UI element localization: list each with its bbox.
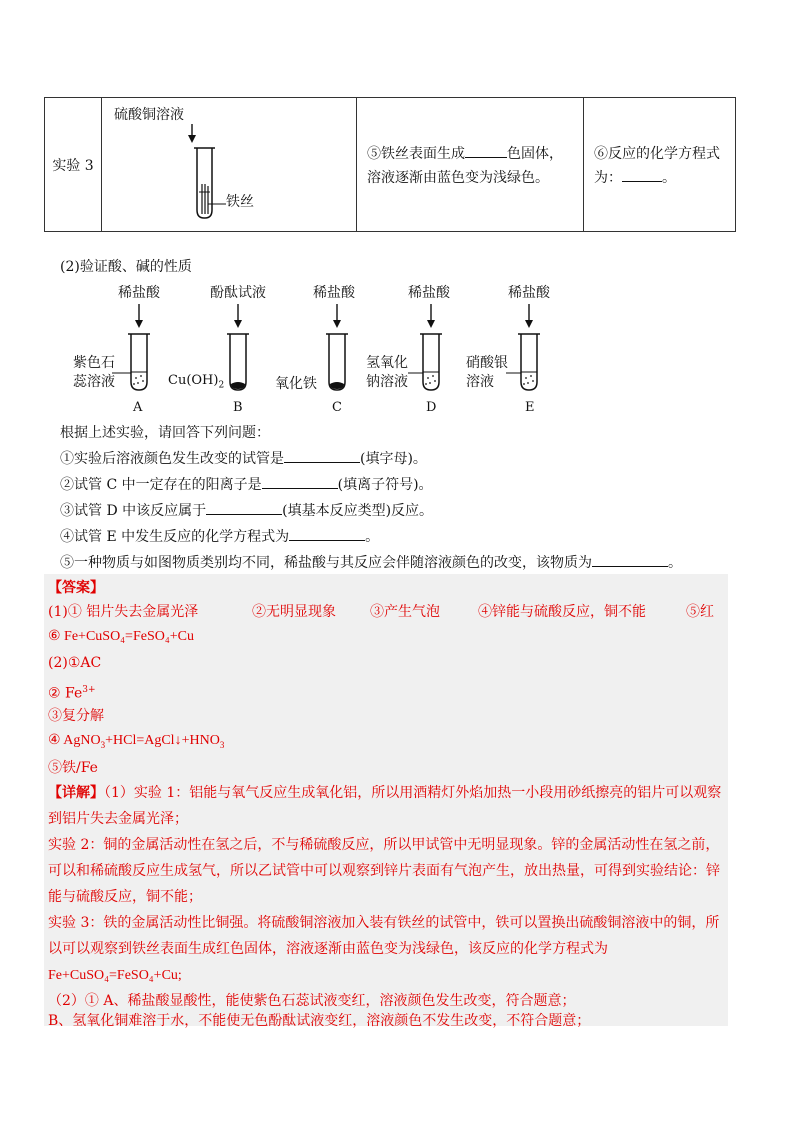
answer-part2-2: ② $Fe^{3+}$: [48, 685, 96, 702]
blank-q1[interactable]: [284, 448, 360, 463]
tube-e-letter: E: [525, 400, 535, 415]
question-1: ①实验后溶液颜色发生改变的试管是 (填字母)。: [60, 448, 427, 469]
questions-prompt: 根据上述实验，请回答下列问题：: [60, 425, 270, 441]
answer-part2-4: ④ $AgNO_3+HCl=AgCl↓+HNO_3$: [48, 733, 225, 750]
phenomenon-text-1: ⑤铁丝表面生成: [367, 146, 465, 162]
row-label: 实验 3: [52, 157, 94, 174]
answer-header: 【答案】: [48, 580, 104, 596]
tube-c-side-label: 氧化铁: [275, 376, 317, 392]
tube-a-side-label: 紫色石 蕊溶液: [73, 355, 115, 390]
tube-e: [506, 304, 540, 390]
section2-heading: (2)验证酸、碱的性质: [60, 259, 192, 275]
answer-part2-3: ③复分解: [48, 708, 104, 724]
question-4: ④试管 E 中发生反应的化学方程式为 。: [60, 526, 379, 547]
tube-c-reagent: 稀盐酸: [313, 285, 355, 301]
tube-d-side-label: 氢氧化 钠溶液: [366, 355, 408, 390]
question-3: ③试管 D 中该反应属于 (填基本反应类型)反应。: [60, 500, 433, 521]
experiment-table: [44, 97, 736, 232]
answer-equation-6: ⑥ Fe+CuSO₄=FeSO₄+Cu: [48, 629, 194, 644]
tube-b-side-label: $Cu(OH)_2$: [168, 373, 225, 391]
tube-a-reagent: 稀盐酸: [118, 285, 160, 301]
tube-e-side-label: 硝酸银 溶液: [466, 355, 508, 390]
equation-text-1: ⑥反应的化学方程式: [594, 146, 720, 162]
tube-c-letter: C: [332, 400, 342, 415]
answer-part2-5: ⑤铁/Fe: [48, 760, 98, 776]
phenomenon-text-2: 溶液逐渐由蓝色变为浅绿色。: [367, 170, 549, 186]
blank-q5[interactable]: [592, 552, 668, 567]
blank-equation[interactable]: [622, 167, 662, 182]
tube-b-letter: B: [233, 400, 243, 415]
question-2: ②试管 C 中一定存在的阳离子是 (填离子符号)。: [60, 474, 433, 495]
wire-label: 铁丝: [226, 194, 254, 210]
detail-paragraph-5: B、氢氧化铜难溶于水，不能使无色酚酞试液变红，溶液颜色不发生改变，不符合题意；: [48, 1013, 591, 1029]
phenomenon-cell: [357, 98, 584, 232]
blank-q3[interactable]: [206, 500, 282, 515]
reagent-label: 硫酸铜溶液: [114, 107, 184, 123]
answer-part2-1: (2)①AC: [48, 655, 102, 671]
tube-a-letter: A: [133, 400, 143, 415]
tube-d-reagent: 稀盐酸: [408, 285, 450, 301]
equation-text-2: 为：: [594, 170, 622, 186]
detail-paragraph-1: 【详解】（1）实验 1：铝能与氧气反应生成氧化铝，所以用酒精灯外焰加热一小段用砂纸擦亮的铝片可以观察到铝片失去金属光泽；: [48, 785, 722, 827]
detail-paragraph-2: 实验 2：铜的金属活动性在氢之后，不与稀硫酸反应，所以甲试管中无明显现象。锌的金属活动性在氢之前，可以和稀硫酸反应生成氢气，所以乙试管中可以观察到锌片表面有气泡产生，放出热量，可得到实验结论：锌能与硫酸反应，铜不能；: [48, 837, 720, 905]
question-5: ⑤一种物质与如图物质类别均不同，稀盐酸与其反应会伴随溶液颜色的改变，该物质为 。: [60, 552, 682, 573]
blank-q4[interactable]: [289, 526, 365, 541]
equation-cell: [584, 98, 736, 232]
tube-b-reagent: 酚酞试液: [210, 285, 266, 301]
detail-paragraph-3: 实验 3：铁的金属活动性比铜强。将硫酸铜溶液加入装有铁丝的试管中，铁可以置换出硫酸铜溶液中的铜，所以可以观察到铁丝表面生成红色固体，溶液逐渐由蓝色变为浅绿色，该反应的化学方程式为 Fe+CuSO₄=FeSO₄+Cu;: [48, 915, 720, 983]
tube-d-letter: D: [426, 400, 437, 415]
tube-b: [227, 304, 249, 390]
answer-part1: (1)① 铝片失去金属光泽 ②无明显现象 ③产生气泡 ④锌能与硫酸反应，铜不能 ⑤红: [48, 604, 714, 620]
phenomenon-text-1-suffix: 色固体，: [507, 146, 563, 162]
tube-a: [112, 304, 150, 390]
tube-e-reagent: 稀盐酸: [508, 285, 550, 301]
detail-paragraph-4: （2）① A、稀盐酸显酸性，能使紫色石蕊试液变红，溶液颜色发生改变，符合题意；: [48, 993, 576, 1009]
tube-d: [408, 304, 442, 390]
blank-q2[interactable]: [262, 474, 338, 489]
blank-color[interactable]: [465, 143, 507, 158]
apparatus-cell: [102, 98, 357, 232]
row-label-cell: [45, 98, 102, 232]
tube-c: [326, 304, 348, 390]
equation-suffix: 。: [662, 170, 676, 186]
